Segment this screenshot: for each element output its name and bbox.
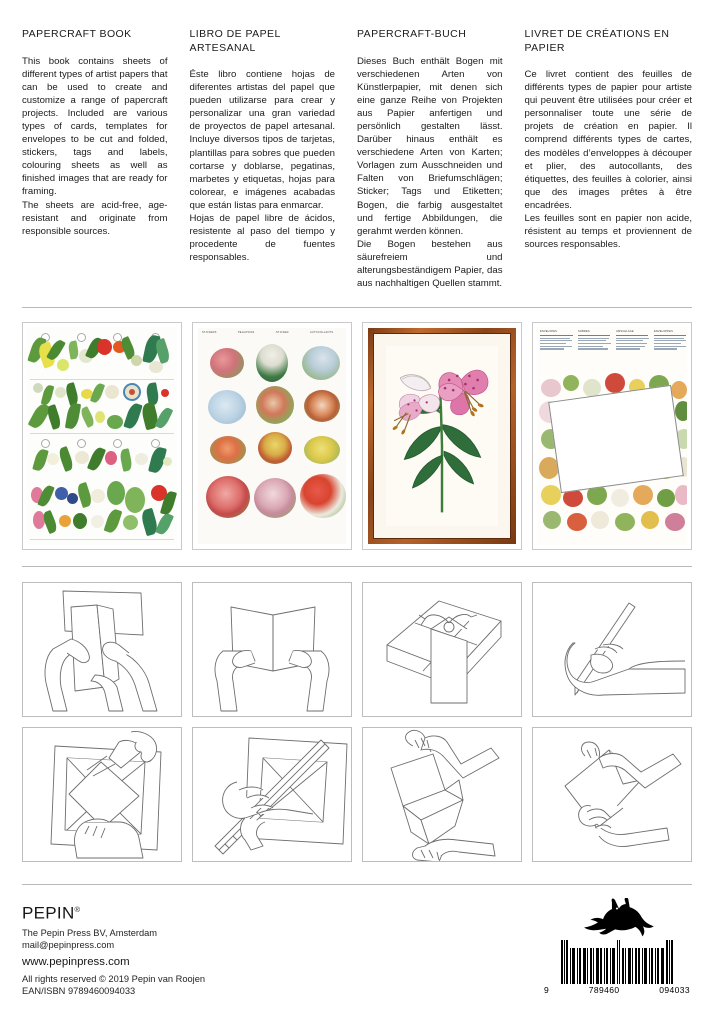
instructions-de	[616, 330, 652, 351]
barcode-digits	[542, 985, 692, 995]
step-score-ruler-drawing	[193, 728, 352, 862]
envelope-sheet-art	[537, 327, 687, 545]
description-column-de	[357, 28, 525, 290]
instructions-es	[578, 330, 614, 351]
email-line[interactable]: mail@pepinpress.com	[22, 939, 115, 950]
divider-rule-bottom	[22, 884, 692, 885]
barcode-digits-mid: 789460	[588, 985, 620, 995]
sticker-label-de: STICKER	[276, 331, 289, 334]
sticker-label-fr: AUTOCOLLANTS	[310, 331, 334, 334]
body-en-2: The sheets are acid-free, age-resistant and originate from responsible sources.	[22, 199, 168, 237]
body-de-1: Dieses Buch enthält Bogen mit verschiedenen Arten von Künstlerpapier, mit denen sich eine ganze Reihe von Projekten aus Papier anfertigen und persönlich gestalten lässt. Darüber hinaus enthält es verschiedene Arten von Karten; Vorlagen zum Ausschneiden und Falten von Briefumschlägen; Sticker; Tags und Etiketten; Bogen, die farbig ausgestaltet und fertige Abbildungen, die gerahmt werden können.	[357, 55, 503, 237]
punchout-sheet-art	[27, 327, 177, 545]
barcode-bars	[542, 940, 692, 984]
frame-bevel	[373, 333, 511, 539]
step-tie-tag	[362, 582, 522, 717]
panel-envelope-template	[532, 322, 692, 550]
description-column-en	[22, 28, 190, 272]
description-column-fr	[525, 28, 693, 272]
step-seal-envelope-drawing	[533, 728, 692, 862]
step-fold-envelope	[362, 727, 522, 862]
envelope-label-es: SOBRES	[578, 330, 590, 333]
body-es-2: Hojas de papel libre de ácidos, resistente al paso del tiempo y procedente de fuentes responsables.	[189, 213, 335, 264]
sticker-label-en: STICKERS	[202, 331, 217, 334]
step-tear-sheet-drawing	[23, 583, 182, 717]
divider-rule-middle	[22, 566, 692, 567]
heading-de: PAPERCRAFT-BUCH	[357, 28, 467, 40]
heading-es: LIBRO DE PAPEL ARTESANAL	[189, 28, 281, 54]
step-seal-envelope	[532, 727, 692, 862]
step-draw-pencil-drawing	[533, 583, 692, 717]
panel-sticker-sheet	[192, 322, 352, 550]
step-illustrations	[22, 582, 692, 862]
leaping-hare-icon	[579, 898, 655, 938]
registered-mark: ®	[74, 905, 81, 914]
body-es-1: Éste libro contiene hojas de diferentes artistas del papel que pueden utilizarse para crear y personalizar una gran variedad de proyectos de papel artesanal. Incluye diversos tipos de tarjetas, plantillas para sobres que pueden cortarse y doblarse, pegatinas, marbetes y etiquetas, hojas para colorear, e imágenes acabadas que están listas para enmarcar.	[189, 69, 335, 211]
picture-frame	[368, 328, 516, 544]
heading-fr: LIVRET DE CRÉATIONS EN PAPIER	[524, 28, 670, 54]
sticker-sheet-art	[198, 328, 346, 544]
envelope-label-de: UMSCHLÄGE	[616, 330, 634, 333]
publisher-line: The Pepin Press BV, Amsterdam	[22, 927, 158, 938]
step-draw-pencil	[532, 582, 692, 717]
description-column-es	[190, 28, 358, 272]
step-fold-envelope-drawing	[363, 728, 522, 862]
instructions-fr	[654, 330, 687, 351]
envelope-label-en: ENVELOPES	[540, 330, 558, 333]
body-de-2: Die Bogen bestehen aus säurefreiem und alterungsbeständigem Papier, das aus nachhaltigen Quellen stammt.	[357, 238, 503, 290]
body-en-1: This book contains sheets of different types of artist papers that can be used to create and customize a range of papercraft projects. Included are various types of cards, templates for envelopes to be cut and folded, stickers, tags and labels, colouring sheets as well as finished images that are ready for framing.	[22, 55, 168, 198]
instructions-en	[540, 330, 576, 351]
rights-line: All rights reserved © 2019 Pepin van Roojen	[22, 974, 206, 985]
body-fr-1: Ce livret contient des feuilles de différents types de papier pour artiste qui peuvent être utilisées pour créer et personnaliser toute une série de projets de création en papier. Il comprend différents types de cartes, des modèles d’enveloppes à découper et plier, des autocollants, des étiquettes, des feuilles à colorier, ainsi que des images prêtes à être encadrées.	[524, 69, 692, 211]
product-panels	[22, 322, 692, 550]
step-tear-sheet	[22, 582, 182, 717]
envelope-diecut-shape	[548, 385, 684, 493]
step-tie-tag-drawing	[363, 583, 522, 717]
brand-name: PEPIN	[22, 903, 75, 923]
footer	[22, 900, 692, 1000]
barcode-digit-left: 9	[544, 985, 550, 995]
description-columns	[22, 0, 692, 290]
envelope-label-fr: ENVELOPPES	[654, 330, 673, 333]
body-fr-2: Les feuilles sont en papier non acide, résistent au temps et proviennent de sources responsables.	[524, 213, 692, 251]
print-mat	[386, 346, 498, 526]
ean-isbn-line: EAN/ISBN 9789460094033	[22, 986, 136, 997]
step-cut-scissors	[22, 727, 182, 862]
barcode-block	[542, 898, 692, 995]
barcode-digits-right: 094033	[659, 985, 690, 995]
website-line[interactable]: www.pepinpress.com	[22, 956, 130, 969]
panel-punchout-sheet	[22, 322, 182, 550]
divider-rule-top	[22, 307, 692, 308]
step-cut-scissors-drawing	[23, 728, 182, 862]
sticker-label-es: PEGATINAS	[238, 331, 255, 334]
step-score-ruler	[192, 727, 352, 862]
lily-illustration	[386, 346, 498, 526]
step-fold-card	[192, 582, 352, 717]
step-fold-card-drawing	[193, 583, 352, 717]
panel-framed-print	[362, 322, 522, 550]
heading-en: PAPERCRAFT BOOK	[22, 28, 132, 40]
